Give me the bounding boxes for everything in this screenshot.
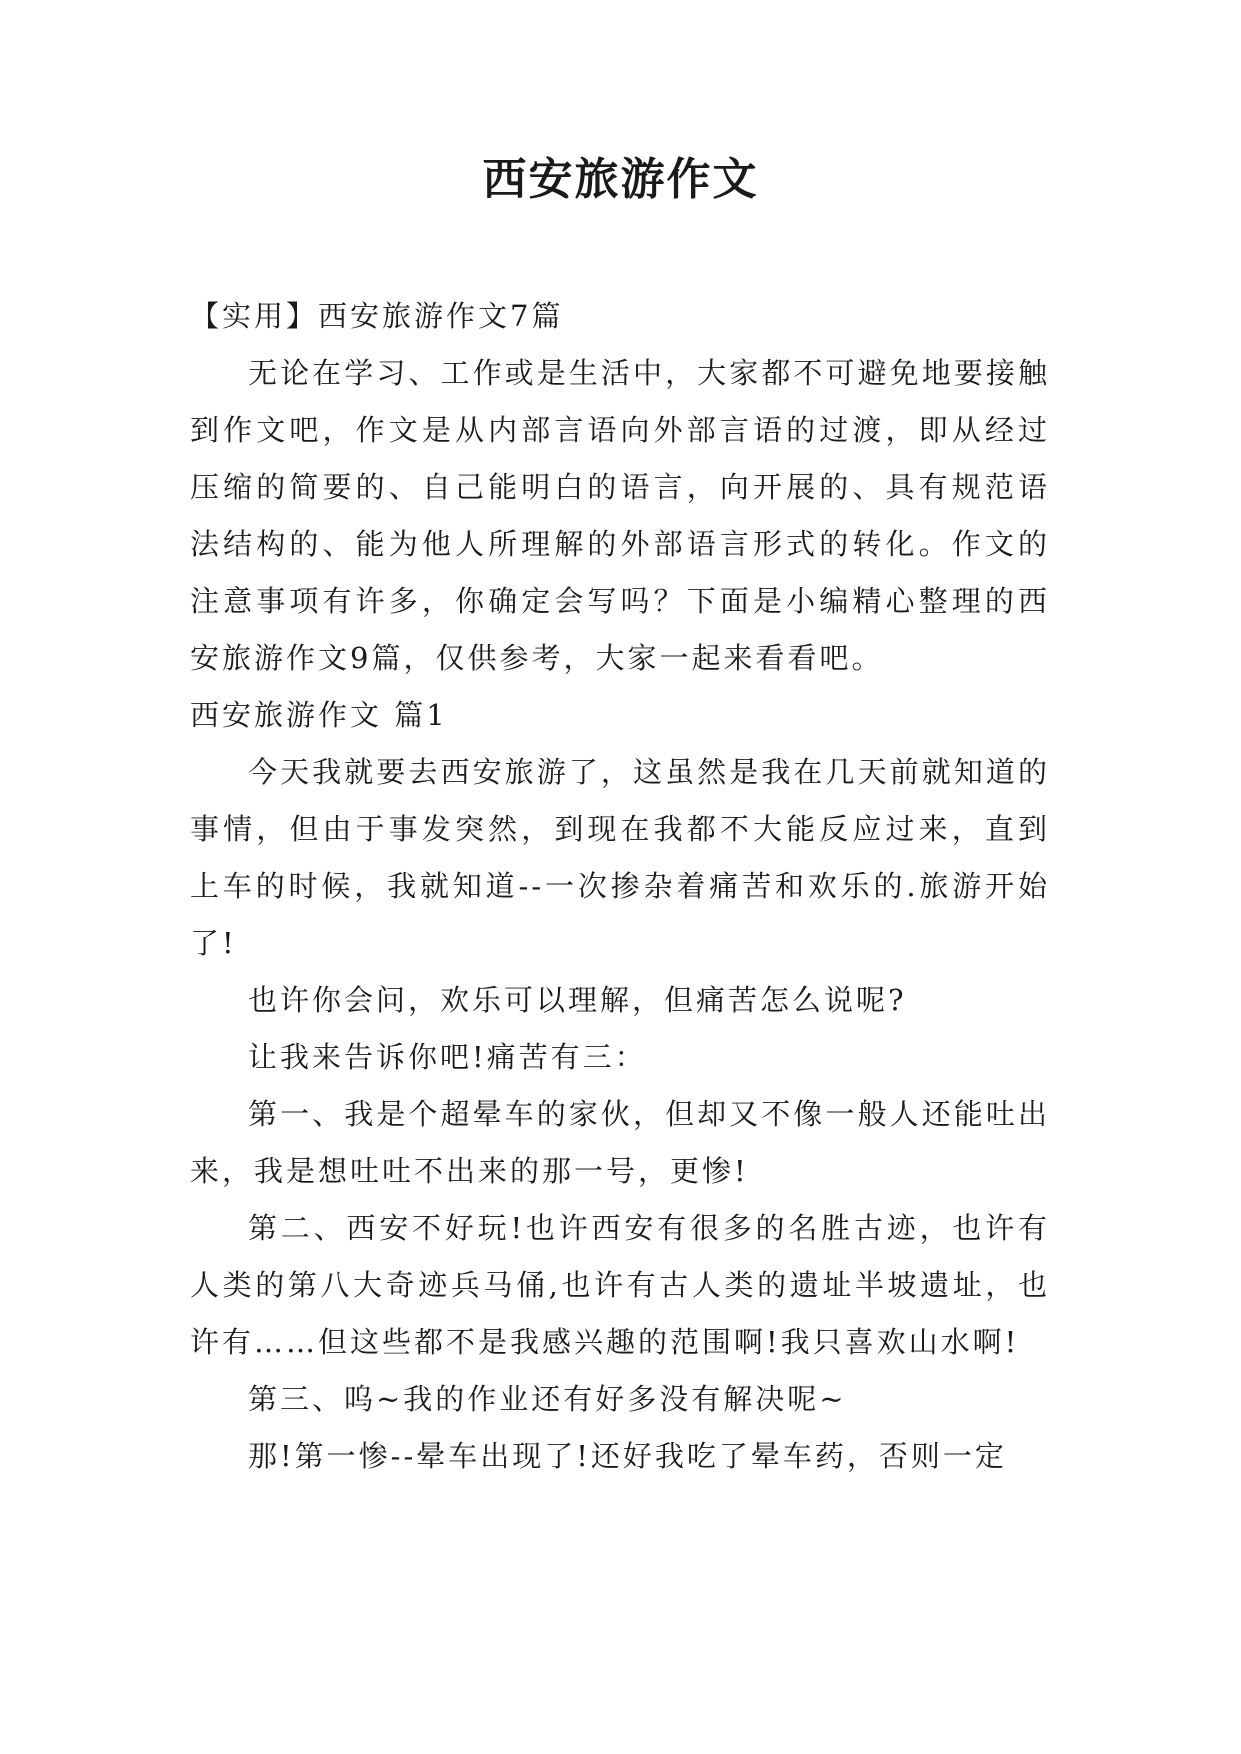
paragraph: 也许你会问，欢乐可以理解，但痛苦怎么说呢? bbox=[248, 983, 907, 1017]
paragraph: 第二、西安不好玩!也许西安有很多的名胜古迹，也许有人类的第八大奇迹兵马俑,也许有古人类的遗址半坡遗址，也许有……但这些都不是我感兴趣的范围啊!我只喜欢山水啊! bbox=[190, 1211, 1050, 1359]
document-subtitle: 【实用】西安旅游作文7篇 bbox=[190, 299, 564, 333]
paragraph-intro: 无论在学习、工作或是生活中，大家都不可避免地要接触到作文吧，作文是从内部言语向外部言语的过渡，即从经过压缩的简要的、自己能明白的语言，向开展的、具有规范语法结构的、能为他人所理解的外部语言形式的转化。作文的注意事项有许多，你确定会写吗？下面是小编精心整理的西安旅游作文9篇，仅供参考，大家一起来看看吧。 bbox=[190, 356, 1050, 675]
paragraph: 那!第一惨--晕车出现了!还好我吃了晕车药，否则一定 bbox=[248, 1439, 1007, 1473]
paragraph: 让我来告诉你吧!痛苦有三： bbox=[248, 1040, 647, 1074]
document-title: 西安旅游作文 bbox=[482, 154, 759, 205]
section-heading: 西安旅游作文 篇1 bbox=[190, 698, 448, 732]
paragraph: 今天我就要去西安旅游了，这虽然是我在几天前就知道的事情，但由于事发突然，到现在我都不大能反应过来，直到上车的时候，我就知道--一次掺杂着痛苦和欢乐的.旅游开始了! bbox=[190, 755, 1050, 960]
paragraph: 第一、我是个超晕车的家伙，但却又不像一般人还能吐出来，我是想吐吐不出来的那一号，更惨! bbox=[190, 1097, 1050, 1188]
paragraph: 第三、呜~我的作业还有好多没有解决呢~ bbox=[248, 1382, 847, 1416]
document-body bbox=[190, 288, 1050, 1485]
